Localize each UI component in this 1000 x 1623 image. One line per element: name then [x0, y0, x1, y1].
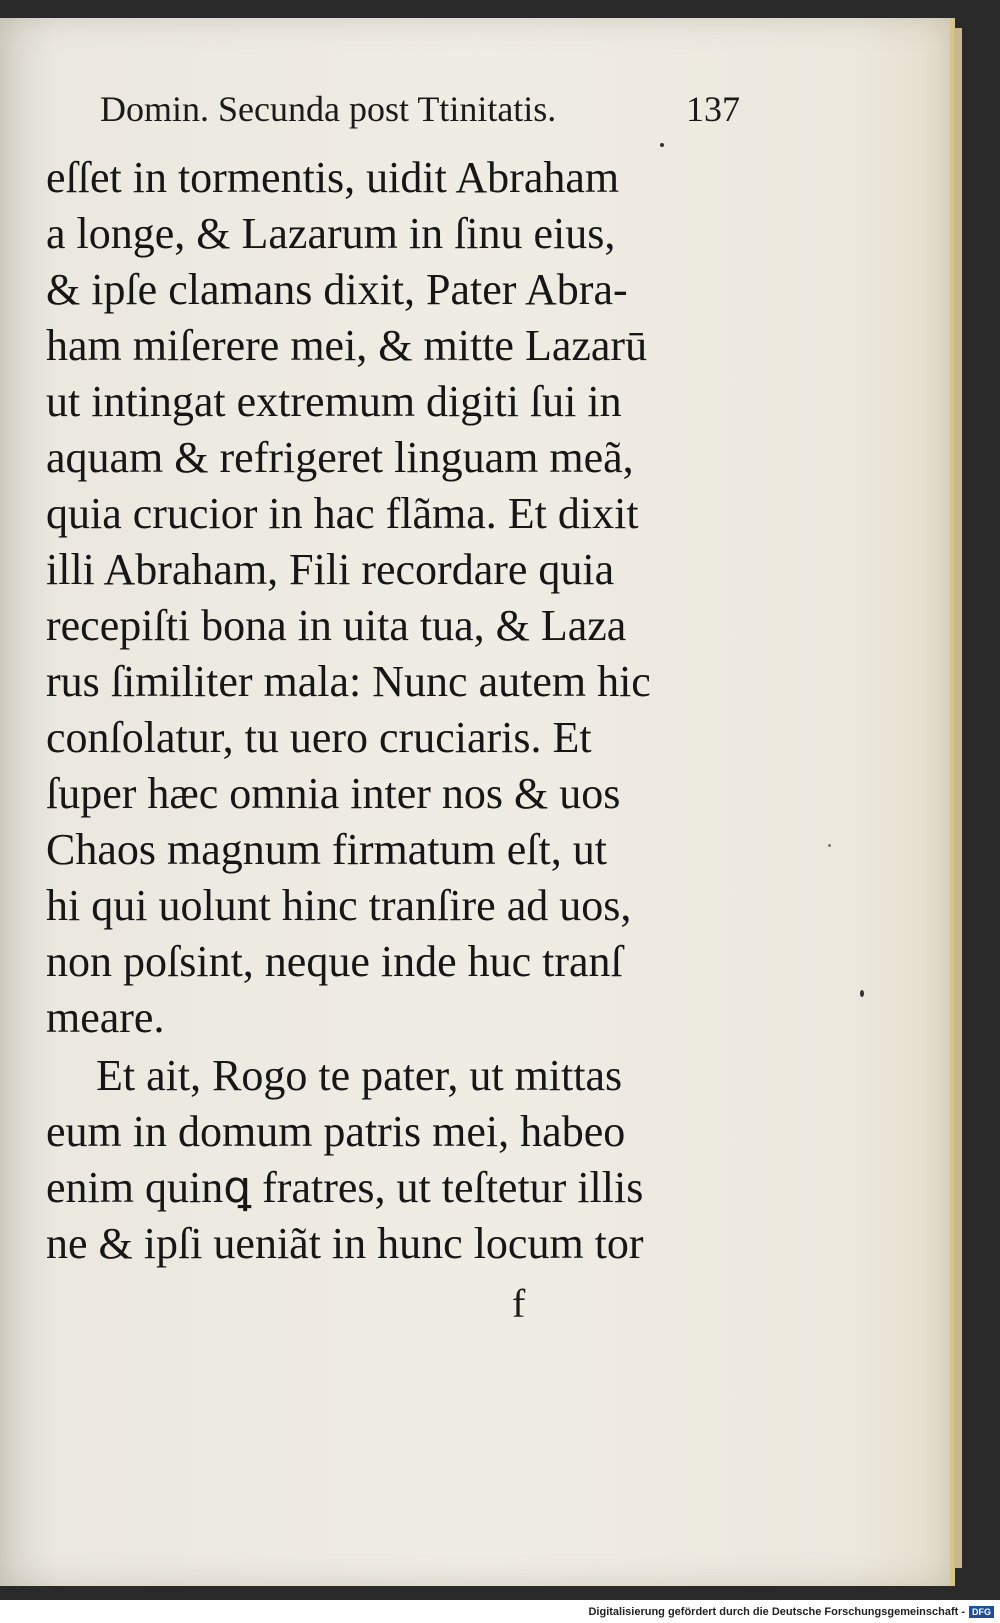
- text-line: rus ſimiliter mala: Nunc autem hic: [46, 657, 651, 706]
- text-line: hi qui uolunt hinc tranſire ad uos,: [46, 881, 632, 930]
- signature-mark: f: [512, 1281, 526, 1326]
- text-line: non poſsint, neque inde huc tranſ: [46, 937, 623, 986]
- text-line: Et ait, Rogo te pater, ut mittas: [96, 1051, 623, 1100]
- text-line: conſolatur, tu uero cruciaris. Et: [46, 713, 592, 762]
- dfg-logo: DFG: [969, 1606, 994, 1618]
- text-line: ham miſerere mei, & mitte Lazarū: [46, 321, 648, 370]
- page-edge: [954, 28, 962, 1568]
- text-line: Chaos magnum firmatum eſt, ut: [46, 825, 607, 874]
- text-line: meare.: [46, 993, 165, 1042]
- text-line: quia crucior in hac flãma. Et dixit: [46, 489, 639, 538]
- body-text: [46, 150, 746, 1272]
- ink-speck: [660, 143, 664, 147]
- ink-speck: [860, 990, 864, 997]
- text-line: eum in domum patris mei, habeo: [46, 1107, 626, 1156]
- footer-credit: Digitalisierung gefördert durch die Deutsche Forschungsgemeinschaft -: [588, 1605, 965, 1618]
- text-line: ſuper hæc omnia inter nos & uos: [46, 769, 621, 818]
- page-number: 137: [686, 89, 740, 129]
- text-line: recepiſti bona in uita tua, & Laza: [46, 601, 627, 650]
- running-title: Domin. Secunda post Ttinitatis.: [100, 89, 557, 129]
- text-line: eſſet in tormentis, uidit Abraham: [46, 153, 620, 202]
- text-line: illi Abraham, Fili recordare quia: [46, 545, 615, 594]
- running-head: [100, 88, 740, 130]
- text-line: ne & ipſi ueniãt in hunc locum tor: [46, 1219, 644, 1268]
- text-line: enim quinꝗ fratres, ut teſtetur illis: [46, 1163, 644, 1212]
- text-line: aquam & refrigeret linguam meã,: [46, 433, 634, 482]
- footer-bar: [0, 1600, 1000, 1623]
- text-line: & ipſe clamans dixit, Pater Abra-: [46, 265, 628, 314]
- text-line: a longe, & Lazarum in ſinu eius,: [46, 209, 616, 258]
- ink-speck: [828, 844, 831, 847]
- text-line: ut intingat extremum digiti ſui in: [46, 377, 622, 426]
